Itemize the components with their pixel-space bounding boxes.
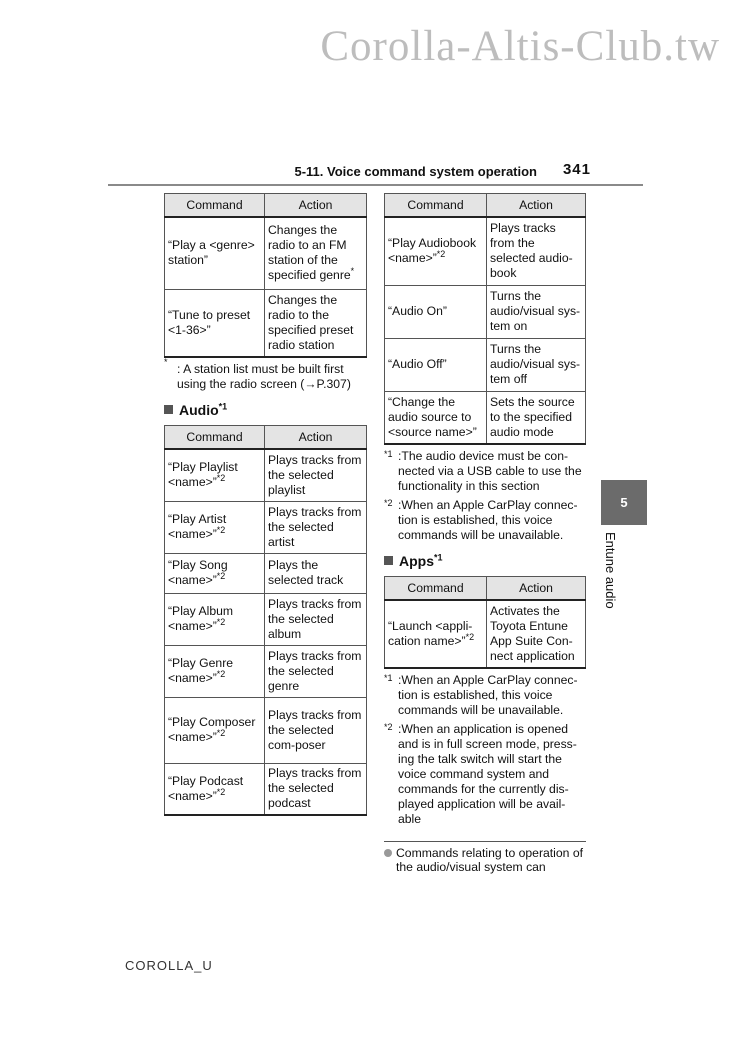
col-header-command: Command: [385, 194, 487, 218]
footnote: *2 :When an Apple CarPlay connec-tion is established, this voice commands will be unavailable.: [384, 498, 578, 542]
action-cell: Turns the audio/visual sys-tem on: [487, 285, 586, 338]
table-row: [165, 289, 367, 357]
command-cell: “Audio Off”: [385, 338, 487, 391]
square-bullet-icon: [164, 405, 173, 414]
action-cell: Plays tracks from the selected artist: [265, 501, 367, 553]
chapter-tab-label: Entune audio: [603, 532, 618, 609]
command-cell: “Audio On”: [385, 285, 487, 338]
table-row: [165, 593, 367, 645]
command-cell: “Play Podcast <name>”$^{*2}$: [165, 763, 265, 815]
action-cell: Plays the selected track: [265, 553, 367, 593]
footer-model-code: COROLLA_U: [125, 958, 213, 973]
apps-heading-text: Apps: [399, 553, 434, 569]
apps-section-heading: [384, 553, 586, 569]
action-cell: Plays tracks from the selected album: [265, 593, 367, 645]
action-cell: Sets the source to the specified audio mode: [487, 391, 586, 444]
table-row: [385, 285, 586, 338]
col-header-command: Command: [165, 426, 265, 450]
action-cell: Activates the Toyota Entune App Suite Con-nect application: [487, 600, 586, 668]
table-row: [385, 217, 586, 285]
action-cell: Changes the radio to an FM station of the specified genre*: [265, 217, 367, 289]
command-cell: “Play Artist <name>”$^{*2}$: [165, 501, 265, 553]
table-row: [165, 697, 367, 763]
footnote: *1 :When an Apple CarPlay connec-tion is established, this voice commands will be unavailable.: [384, 673, 578, 717]
table-row: [165, 763, 367, 815]
col-header-command: Command: [165, 194, 265, 218]
table-row: [385, 600, 586, 668]
command-cell: “Change the audio source to <source name>”: [385, 391, 487, 444]
section-title: 5-11. Voice command system operation: [294, 164, 537, 179]
radio-footnote: * : A station list must be built first using the radio screen (→P.307): [164, 357, 351, 391]
chapter-tab[interactable]: 5: [601, 480, 647, 525]
command-cell: “Play Playlist <name>”$^{*2}$: [165, 449, 265, 501]
left-column: [164, 193, 367, 816]
bullet-note-text: Commands relating to operation of the audio/visual system can: [396, 846, 583, 874]
table-row: [165, 553, 367, 593]
audio-heading-sup: *1: [218, 401, 228, 412]
command-cell: “Tune to preset <1-36>”: [165, 289, 265, 357]
col-header-action: Action: [265, 426, 367, 450]
footnote: *1 :The audio device must be con-nected via a USB cable to use the functionality in this section: [384, 449, 582, 493]
action-cell: Plays tracks from the selected podcast: [265, 763, 367, 815]
command-cell: “Play a <genre> station”: [165, 217, 265, 289]
action-cell: Plays tracks from the selected audio-book: [487, 217, 586, 285]
command-cell: “Play Album <name>”$^{*2}$: [165, 593, 265, 645]
apps-footnotes: [384, 673, 586, 827]
action-cell: Changes the radio to the specified preset radio station: [265, 289, 367, 357]
watermark: Corolla-Altis-Club.tw: [320, 23, 720, 70]
middle-column: [384, 193, 586, 874]
apps-command-table: [384, 576, 586, 669]
col-header-action: Action: [487, 577, 586, 601]
action-cell: Turns the audio/visual sys-tem off: [487, 338, 586, 391]
apps-heading-sup: *1: [434, 552, 443, 563]
audio-command-table-continued: [384, 193, 586, 445]
page-number: 341: [562, 161, 591, 178]
audio-heading-text: Audio: [179, 402, 219, 418]
radio-command-table: [164, 193, 367, 358]
table-row: [165, 501, 367, 553]
footnote: *2 :When an application is opened and is in full screen mode, press-ing the talk switch will start the voice command system and commands for the currently dis-played application will be avail-able: [384, 722, 577, 826]
command-cell: “Play Composer <name>”$^{*2}$: [165, 697, 265, 763]
table-row: [165, 645, 367, 697]
circle-bullet-icon: [384, 849, 392, 857]
command-cell: “Launch <appli-cation name>”$^{*2}$: [385, 600, 487, 668]
action-cell: Plays tracks from the selected com-poser: [265, 697, 367, 763]
page-header: [108, 160, 643, 186]
table-row: [165, 217, 367, 289]
col-header-command: Command: [385, 577, 487, 601]
footnote-text: : A station list must be built first using the radio screen (→P.307): [177, 362, 351, 391]
table-row: [385, 391, 586, 444]
command-cell: “Play Audiobook <name>”$^{*2}$: [385, 217, 487, 285]
action-cell: Plays tracks from the selected playlist: [265, 449, 367, 501]
command-cell: “Play Genre <name>”$^{*2}$: [165, 645, 265, 697]
table-row: [385, 338, 586, 391]
table-row: [165, 449, 367, 501]
audio-footnotes: [384, 449, 586, 543]
square-bullet-icon: [384, 556, 393, 565]
action-cell: Plays tracks from the selected genre: [265, 645, 367, 697]
col-header-action: Action: [265, 194, 367, 218]
command-cell: “Play Song <name>”$^{*2}$: [165, 553, 265, 593]
bullet-note: [384, 841, 586, 874]
audio-section-heading: [164, 402, 367, 418]
col-header-action: Action: [487, 194, 586, 218]
audio-command-table: [164, 425, 367, 816]
